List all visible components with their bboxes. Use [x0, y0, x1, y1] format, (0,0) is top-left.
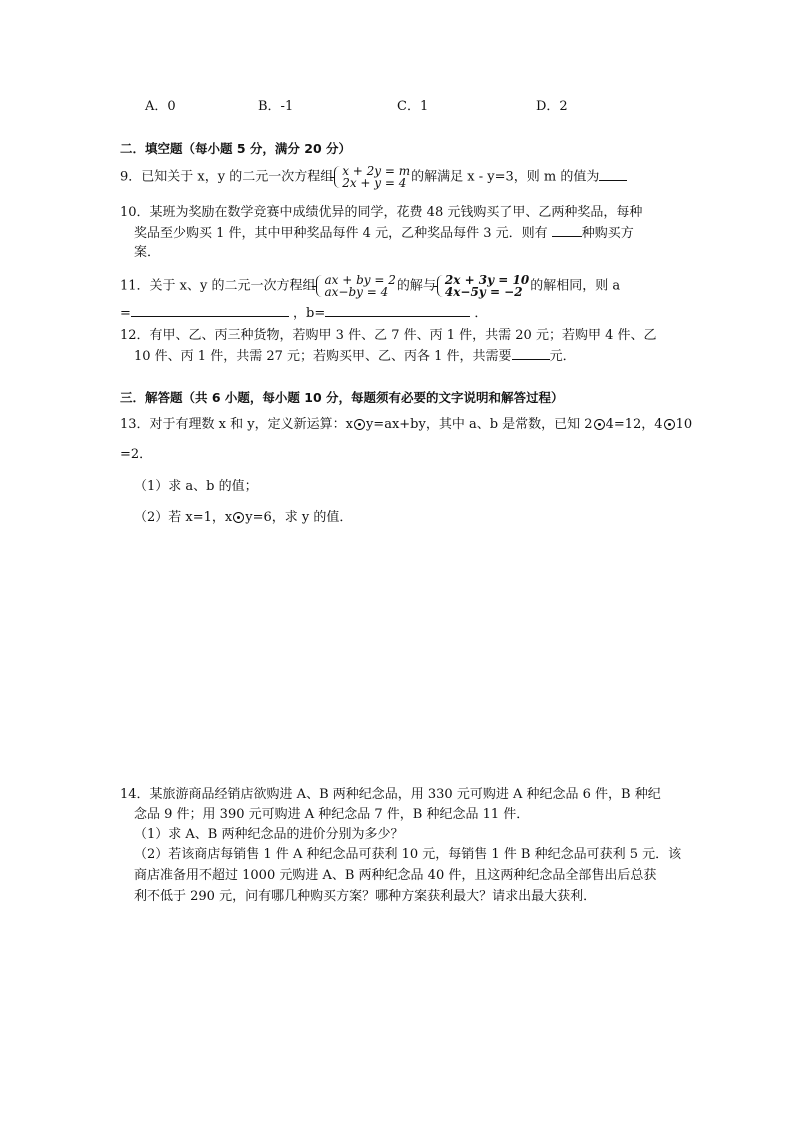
- q13-part2: [134, 509, 352, 527]
- q13-part2-a: （2）若 x=1，x: [134, 510, 233, 525]
- circle-dot-operator-icon: [664, 419, 675, 430]
- q11-suffix: 的解相同，则 a: [530, 278, 621, 294]
- q11-blank-a[interactable]: [131, 304, 289, 317]
- q11-prefix: 11．关于 x、y 的二元一次方程组: [120, 278, 316, 294]
- option-d: D．2: [536, 99, 568, 114]
- q14-line1: 14．某旅游商品经销店欲购进 A、B 两种纪念品，用 330 元可购进 A 种纪念品 6 件，B 种纪: [120, 787, 661, 802]
- q12-line2: [134, 347, 576, 366]
- q11-system-2: [437, 274, 529, 298]
- q13-line1-c: 4=12，4: [605, 417, 663, 432]
- q9-eq1: x + 2y = m: [342, 164, 411, 178]
- q9-suffix: 的解满足 x - y=3，则 m 的值为: [411, 169, 600, 185]
- q11-eq2: ax−by = 4: [324, 285, 389, 299]
- q10-line2: [134, 224, 634, 243]
- section-2-heading: 二．填空题（每小题 5 分，满分 20 分）: [120, 141, 352, 156]
- q11-eq1: ax + by = 2: [324, 273, 396, 287]
- q11-equals: =: [120, 306, 131, 321]
- q9-answer-blank[interactable]: [599, 168, 627, 181]
- question-11: [120, 274, 620, 298]
- q11-eq3: 2x + 3y = 10: [444, 273, 530, 287]
- q10-answer-blank[interactable]: [552, 224, 582, 237]
- section-3-heading: 三．解答题（共 6 小题，每小题 10 分，每题须有必要的文字说明和解答过程）: [120, 390, 564, 405]
- q13-line1-b: y=ax+by，其中 a、b 是常数，已知 2: [365, 417, 593, 432]
- q14-part1: （1）求 A、B 两种纪念品的进价分别为多少？: [134, 827, 404, 842]
- q11-mid: 的解与: [396, 278, 436, 294]
- q9-prefix: 9．已知关于 x，y 的二元一次方程组: [120, 169, 334, 185]
- q11-system-1: [316, 274, 395, 298]
- circle-dot-operator-icon: [233, 512, 244, 523]
- q13-line2: =2．: [120, 447, 153, 462]
- q11-blank-b[interactable]: [325, 304, 470, 317]
- q14-line2: 念品 9 件；用 390 元可购进 A 种纪念品 7 件，B 种纪念品 11 件．: [134, 807, 530, 822]
- q13-line1-a: 13．对于有理数 x 和 y，定义新运算：x: [120, 417, 353, 432]
- circle-dot-operator-icon: [354, 419, 365, 430]
- q11-line2: [120, 304, 487, 323]
- q10-line3: 案．: [134, 245, 161, 260]
- q13-line1-d: 10: [675, 417, 693, 432]
- option-b: B．-1: [258, 99, 294, 114]
- circle-dot-operator-icon: [594, 419, 605, 430]
- q12-answer-blank[interactable]: [512, 347, 550, 360]
- q10-line1: 10．某班为奖励在数学竞赛中成绩优异的同学，花费 48 元钱购买了甲、乙两种奖品，每种: [120, 205, 643, 220]
- q12-line2-end: 元．: [549, 349, 576, 364]
- q11-eq4: 4x−5y = −2: [444, 285, 523, 299]
- q14-part2-line3: 利不低于 290 元，问有哪几种购买方案？哪种方案获利最大？请求出最大获利．: [134, 889, 597, 904]
- q9-eq2: 2x + y = 4: [342, 176, 407, 190]
- q13-part2-b: y=6，求 y 的值．: [245, 510, 353, 525]
- option-a: A．0: [145, 99, 176, 114]
- q14-part2-line1: （2）若该商店每销售 1 件 A 种纪念品可获利 10 元，每销售 1 件 B 种纪念品可获利 5 元．该: [134, 847, 682, 862]
- q12-line1: 12．有甲、乙、丙三种货物，若购甲 3 件、乙 7 件、丙 1 件，共需 20 元；若购甲 4 件、乙: [120, 328, 657, 343]
- q11-line2-end: ．: [474, 306, 488, 321]
- q14-part2-line2: 商店准备用不超过 1000 元购进 A、B 两种纪念品 40 件，且这两种纪念品全部售出后总获: [134, 868, 657, 883]
- q9-equation-system: [334, 165, 410, 189]
- question-9: [120, 165, 627, 189]
- q13-part1: （1）求 a、b 的值；: [134, 479, 258, 494]
- q13-line1: [120, 416, 692, 434]
- option-c: C．1: [397, 99, 429, 114]
- q10-line2-end: 种购买方: [581, 226, 634, 241]
- q12-line2-text: 10 件、丙 1 件，共需 27 元；若购买甲、乙、丙各 1 件，共需要: [134, 349, 512, 364]
- q10-line2-text: 奖品至少购买 1 件，其中甲种奖品每件 4 元，乙种奖品每件 3 元．则有: [134, 226, 548, 241]
- q11-b-label: ，b=: [293, 306, 326, 321]
